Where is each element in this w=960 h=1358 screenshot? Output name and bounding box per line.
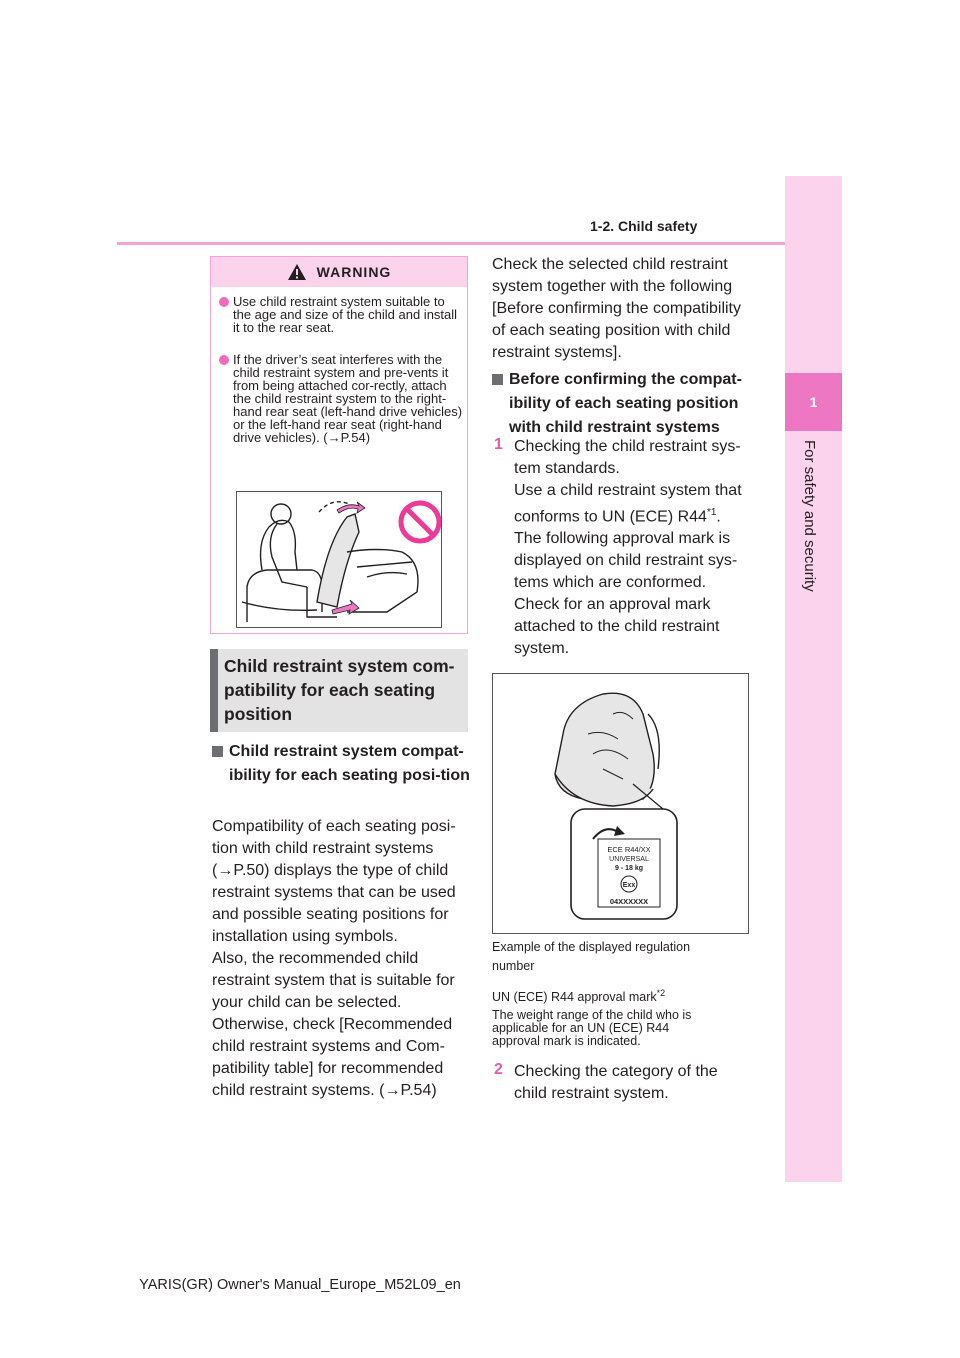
footer: YARIS(GR) Owner's Manual_Europe_M52L09_en	[139, 1277, 461, 1293]
child-seat-illustration	[493, 674, 748, 933]
approval-mark-figure	[492, 673, 749, 934]
square-bullet-icon	[492, 374, 503, 385]
step-1-number: 1	[494, 436, 503, 453]
mark-code: 04XXXXXX	[609, 897, 649, 906]
step-2-number: 2	[494, 1061, 503, 1078]
left-paragraph: Compatibility of each seating posi- tion with child restraint systems (→P.50) displays the type of child restraint systems that can be used and possible seating positions for installation using symbols. Also, the recommended child restraint system that is suitable for your child can be selected. Otherwise, check [Recommended child restraint systems and Com- patibility table] for recommended child restraint systems. (→P.54)	[212, 818, 456, 1099]
mark-line-2: UNIVERSAL	[609, 856, 649, 863]
step-2	[494, 1061, 762, 1105]
step-1-body: Use a child restraint system that conforms to UN (ECE) R44$^{*1}$.	[514, 482, 742, 526]
section-heading-text: Child restraint system com-patibility for each seating position	[224, 656, 455, 724]
square-bullet-icon	[212, 746, 223, 757]
seat-interference-illustration	[237, 492, 441, 627]
warning-item	[219, 353, 463, 444]
heading-bar	[210, 649, 218, 732]
warning-item-text: If the driver’s seat interferes with the child restraint system and pre-vents it from being attached cor-rectly, attach the child restraint system to the right-hand rear seat (left-hand drive vehicles) or the left-hand rear seat (right-hand drive vehicles). (→P.54)	[233, 352, 463, 445]
step-1	[494, 436, 762, 660]
header-rule	[117, 242, 841, 245]
left-subheading-text: Child restraint system compat-ibility for each seating posi-tion	[229, 743, 470, 784]
right-intro: Check the selected child restraint system together with the following [Before confirming the compatibility of each seating position with child restraint systems].	[492, 256, 741, 361]
figure-caption-1: Example of the displayed regulation number	[492, 940, 691, 973]
figure-caption-3: The weight range of the child who is applicable for an UN (ECE) R44 approval mark is indicated.	[492, 1008, 692, 1048]
chapter-label	[800, 440, 828, 680]
bullet-icon	[219, 297, 229, 307]
footnote-1-marker: *1	[706, 507, 717, 518]
right-subheading-text: Before confirming the compat-ibility of each seating position with child restraint systems	[509, 371, 742, 436]
left-subheading	[212, 740, 472, 788]
mark-line-3: 9 - 18 kg	[614, 865, 644, 872]
section-title: 1-2. Child safety	[590, 218, 698, 234]
warning-triangle-icon	[287, 263, 307, 281]
footnote-2-marker: *2	[656, 988, 666, 998]
step-1-body-b: The following approval mark is displayed on child restraint sys- tems which are conformed. Check for an approval mark attached to the child restraint system.	[514, 530, 738, 658]
warning-item-text: Use child restraint system suitable to the age and size of the child and install it to the rear seat.	[233, 294, 458, 335]
mark-circle-text: Exx	[622, 882, 636, 889]
warning-title: WARNING	[316, 264, 392, 280]
warning-header	[211, 257, 467, 287]
warning-item	[219, 295, 463, 334]
figure-caption-2	[492, 984, 762, 1007]
mark-line-1: ECE R44/XX	[607, 845, 651, 854]
chapter-label-text: For safety and security	[801, 440, 818, 592]
step-1-title: Checking the child restraint sys- tem standards.	[514, 438, 741, 477]
bullet-icon	[219, 355, 229, 365]
step-2-title: Checking the category of the child restraint system.	[514, 1063, 718, 1102]
prohibition-icon	[401, 503, 439, 541]
section-heading	[210, 649, 468, 732]
warning-illustration	[236, 491, 442, 628]
chapter-number-tab[interactable]: 1	[785, 373, 842, 431]
figure-caption-2-text: UN (ECE) R44 approval mark	[492, 990, 657, 1005]
right-subheading	[492, 368, 762, 440]
step-1-body-a: Use a child restraint system that conforms to UN (ECE) R44	[514, 482, 742, 526]
